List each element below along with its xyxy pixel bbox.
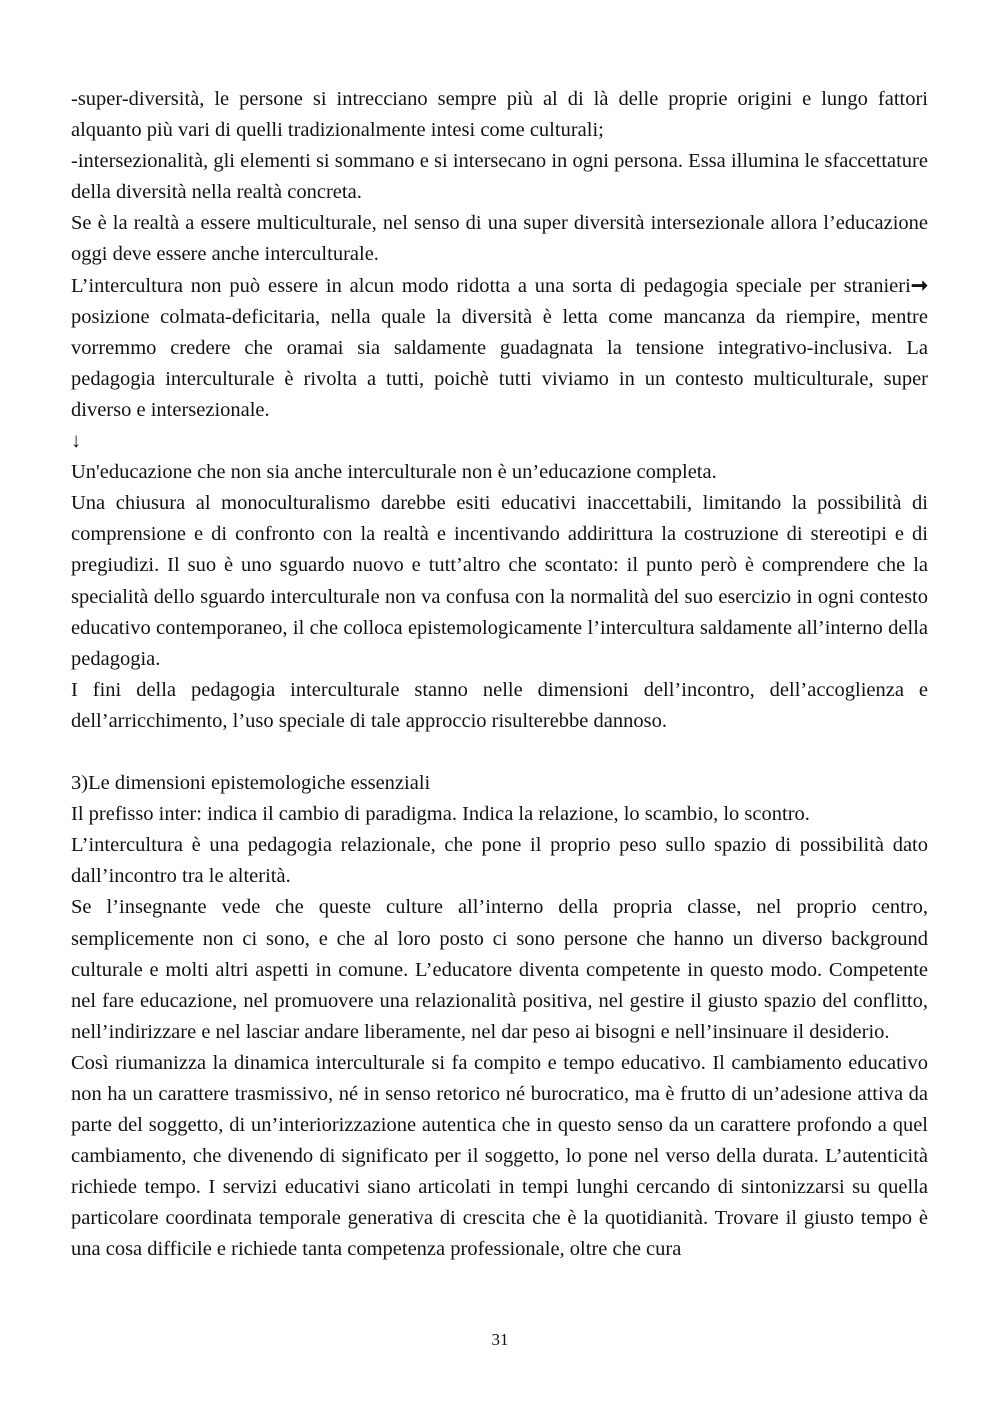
paragraph-pedagogia-relazionale: L’intercultura è una pedagogia relazionale, che pone il proprio peso sullo spazio di possibilità dato dall’incontro tra le alterità. [71,834,928,888]
paragraph-intersezionalita: -intersezionalità, gli elementi si sommano e si intersecano in ogni persona. Essa illumina le sfaccettature della diversità nella realtà concreta. [71,150,928,204]
paragraph-fini-pedagogia: I fini della pedagogia interculturale stanno nelle dimensioni dell’incontro, dell’accoglienza e dell’arricchimento, l’uso speciale di tale approccio risulterebbe dannoso. [71,678,928,732]
section-heading: 3)Le dimensioni epistemologiche essenziali [71,772,431,795]
blank-line [71,737,928,768]
paragraph-intercultura-non-speciale [71,271,928,426]
paragraph-insegnante: Se l’insegnante vede che queste culture all’interno della propria classe, nel proprio centro, semplicemente non ci sono, e che al loro posto ci sono persone che hanno un diverso background culturale e molti altri aspetti in comune. L’educatore diventa competente in questo modo. Competente nel fare educazione, nel promuovere una relazionalità positiva, nel gestire il giusto spazio del conflitto, nell’indirizzare e nel lasciar andare liberamente, nel dar peso ai bisogni e nell’insinuare il desiderio. [71,896,928,1043]
right-arrow-icon: ➞ [910,274,928,297]
paragraph-intercultura-text-b: posizione colmata-deficitaria, nella quale la diversità è letta come mancanza da riempire, mentre vorremmo credere che oramai sia saldamente guadagnata la tensione integrativo-inclusiva. La pedagogia interculturale è rivolta a tutti, poichè tutti viviamo in un contesto multiculturale, super diverso e intersezionale. [71,305,928,421]
paragraph-educazione-completa: Un'educazione che non sia anche interculturale non è un’educazione completa. [71,461,717,484]
paragraph-riumanizza: Così riumanizza la dinamica interculturale si fa compito e tempo educativo. Il cambiamento educativo non ha un carattere trasmissivo, né in senso retorico né burocratico, ma è frutto di un’adesione attiva da parte del soggetto, di un’interiorizzazione autentica che in questo senso da un carattere profondo a quel cambiamento, che divenendo di significato per il soggetto, lo pone nel verso della durata. L’autenticità richiede tempo. I servizi educativi siano articolati in tempi lunghi cercando di sintonizzarsi su quella particolare coordinata temporale generativa di crescita che è la quotidianità. Trovare il giusto tempo è una cosa difficile e richiede tanta competenza professionale, oltre che cura [71,1051,928,1261]
down-arrow-icon: ↓ [71,430,82,453]
paragraph-monoculturalismo: Una chiusura al monoculturalismo darebbe esiti educativi inaccettabili, limitando la possibilità di comprensione e di confronto con la realtà e incentivando addirittura la costruzione di stereotipi e di pregiudizi. Il suo è uno sguardo nuovo e tutt’altro che scontato: il punto però è comprendere che la specialità dello sguardo interculturale non va confusa con la normalità del suo esercizio in ogni contesto educativo contemporaneo, il che colloca epistemologicamente l’intercultura saldamente all’interno della pedagogia. [71,492,928,670]
paragraph-realta-multiculturale: Se è la realtà a essere multiculturale, nel senso di una super diversità intersezionale allora l’educazione oggi deve essere anche interculturale. [71,212,928,266]
paragraph-intercultura-text-a: L’intercultura non può essere in alcun modo ridotta a una sorta di pedagogia speciale per stranieri [71,274,911,297]
document-page-body [71,84,928,1266]
paragraph-super-diversita: -super-diversità, le persone si intrecciano sempre più al di là delle proprie origini e lungo fattori alquanto più vari di quelli tradizionalmente intesi come culturali; [71,88,928,142]
paragraph-prefisso-inter: Il prefisso inter: indica il cambio di paradigma. Indica la relazione, lo scambio, lo scontro. [71,803,810,826]
page-number: 31 [491,1330,509,1349]
